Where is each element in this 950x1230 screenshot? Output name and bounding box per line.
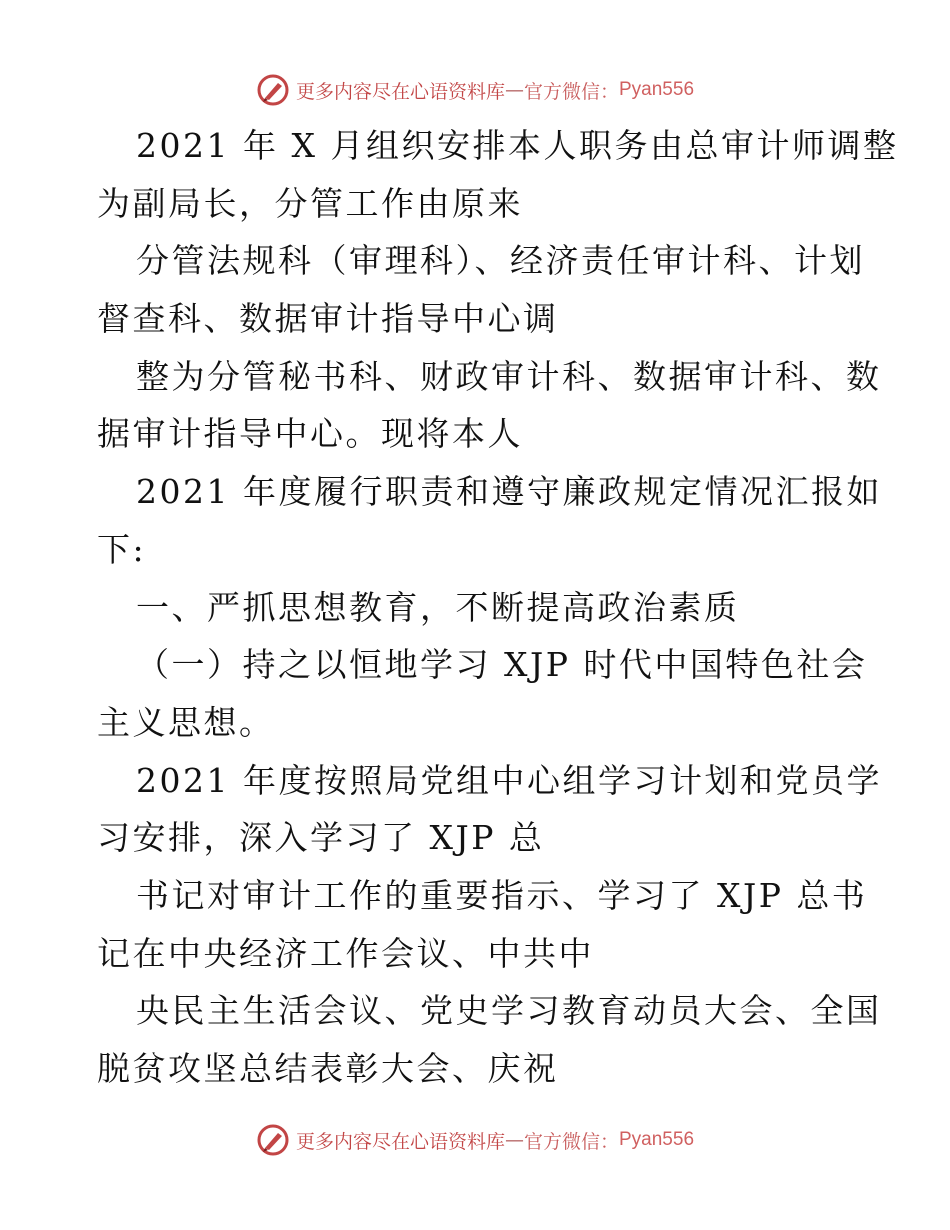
text-line: 整为分管秘书科、财政审计科、数据审计科、数 [136, 356, 882, 396]
text-line: 记在中央经济工作会议、中共中 [97, 933, 594, 973]
watermark-separator: — [504, 79, 524, 101]
text-line: 主义思想。 [97, 702, 275, 742]
text-line: 督查科、数据审计指导中心调 [97, 299, 559, 339]
text-line: 为副局长，分管工作由原来 [97, 183, 523, 223]
pen-circle-logo-icon [256, 1123, 290, 1157]
watermark-text: 更多内容尽在心语资料库 [295, 80, 505, 103]
subsection-heading: （一）持之以恒地学习 XJP 时代中国特色社会 [136, 645, 868, 685]
text-line: 央民主生活会议、党史学习教育动员大会、全国 [136, 991, 882, 1031]
text-line: 分管法规科（审理科）、经济责任审计科、计划 [136, 241, 865, 281]
document-body [97, 117, 899, 1098]
text-line: 2021 年度履行职责和遵守廉政规定情况汇报如 [136, 472, 882, 512]
watermark-separator: — [504, 1129, 524, 1151]
pen-circle-logo-icon [256, 73, 290, 107]
text-line: 习安排，深入学习了 XJP 总 [97, 818, 545, 858]
watermark-wechat-label: 官方微信： [523, 80, 619, 103]
section-heading: 一、严抓思想教育，不断提高政治素质 [136, 587, 740, 627]
watermark-footer [0, 1120, 950, 1160]
text-line: 据审计指导中心。现将本人 [97, 414, 523, 454]
text-line: 书记对审计工作的重要指示、学习了 XJP 总书 [136, 875, 868, 915]
text-line: 2021 年度按照局党组中心组学习计划和党员学 [136, 760, 882, 800]
watermark-account: Pyan556 [619, 79, 695, 100]
text-line: 2021 年 X 月组织安排本人职务由总审计师调整 [136, 126, 899, 165]
text-line: 下: [97, 529, 147, 569]
watermark-header [0, 70, 950, 110]
text-line: 脱贫攻坚总结表彰大会、庆祝 [97, 1049, 559, 1088]
watermark-wechat-label: 官方微信： [523, 1130, 619, 1153]
watermark-account: Pyan556 [619, 1129, 695, 1150]
watermark-text: 更多内容尽在心语资料库 [295, 1130, 505, 1153]
